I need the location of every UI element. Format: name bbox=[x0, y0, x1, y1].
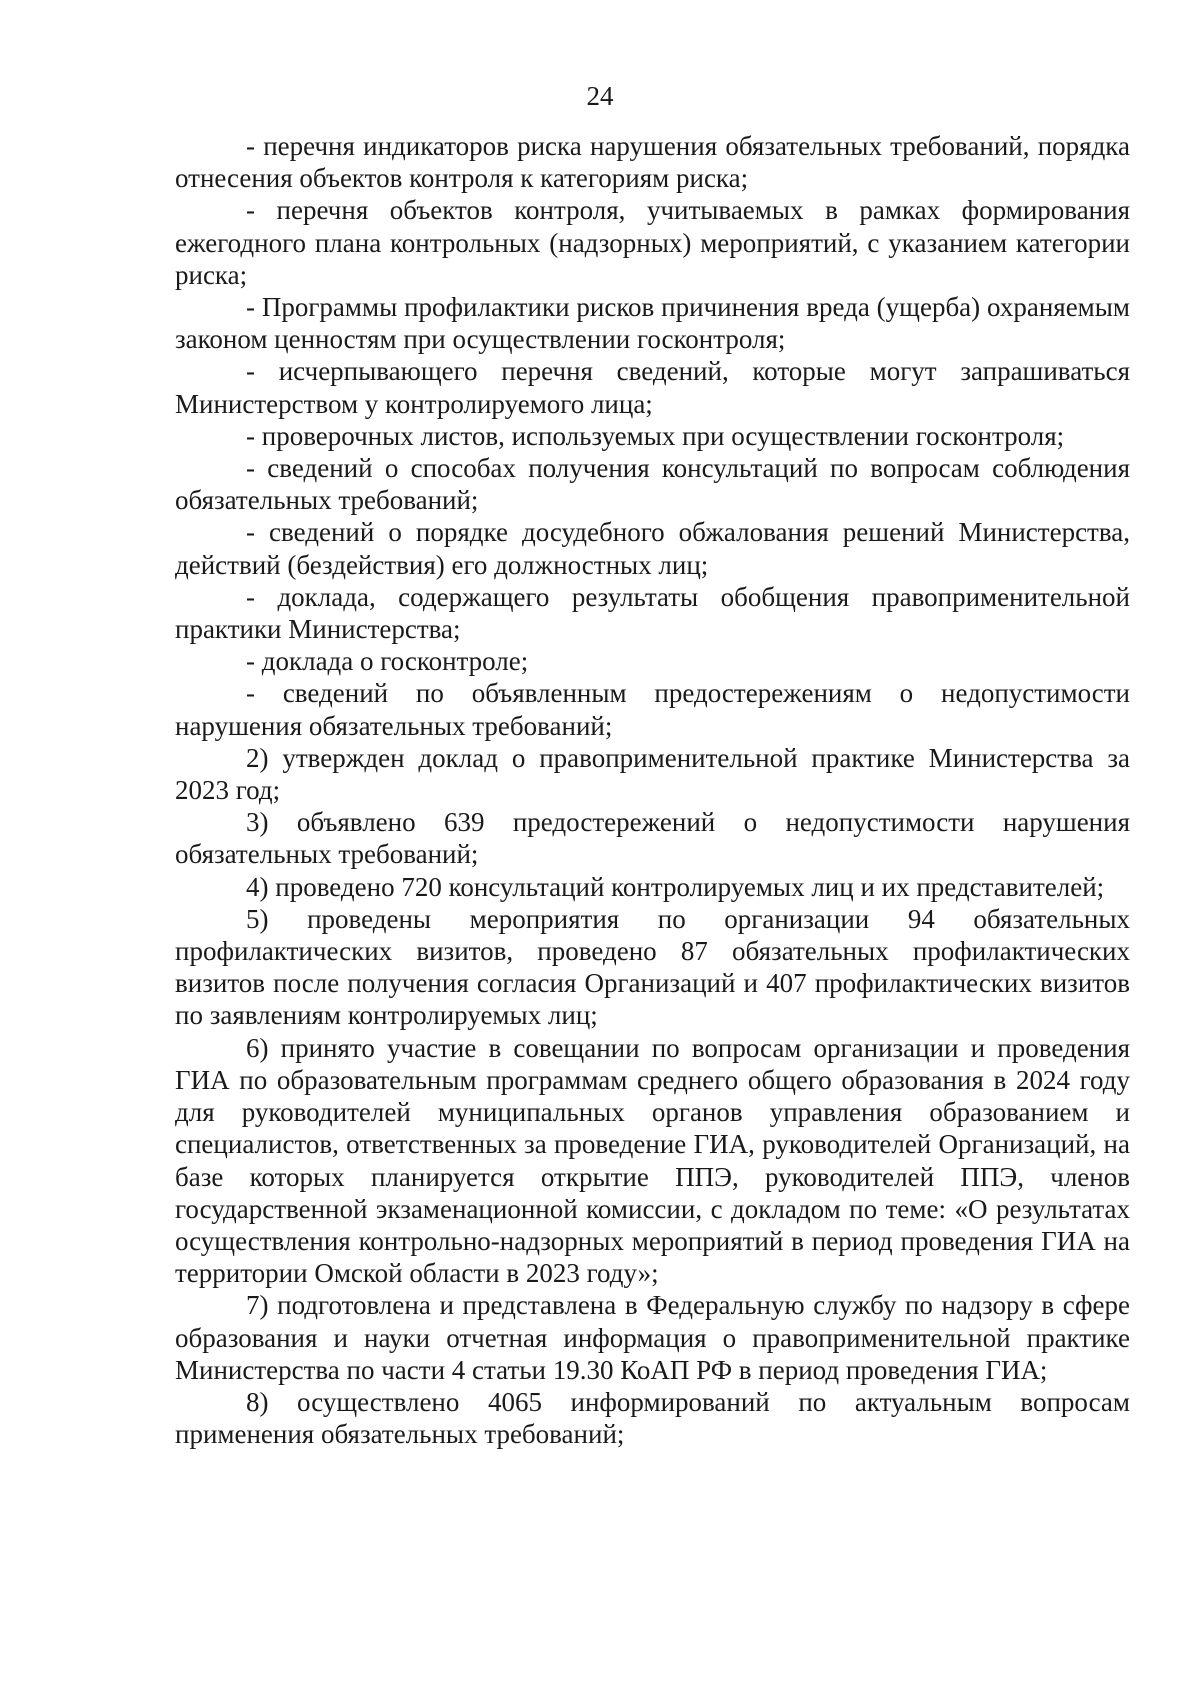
list-item: 7) подготовлена и представлена в Федеральную службу по надзору в сфере образования и науки отчетная информация о правоприменительной практике Министерства по части 4 статьи 19.30 КоАП РФ в период проведения ГИА; bbox=[175, 1290, 1130, 1385]
page-number: 24 bbox=[586, 81, 614, 111]
list-item: 4) проведено 720 консультаций контролируемых лиц и их представителей; bbox=[246, 871, 1105, 902]
paragraph: - перечня объектов контроля, учитываемых в рамках формирования ежегодного плана контрольных (надзорных) мероприятий, с указанием категории риска; bbox=[175, 195, 1130, 290]
paragraph: - сведений по объявленным предостережениям о недопустимости нарушения обязательных требований; bbox=[175, 678, 1130, 741]
paragraph: - перечня индикаторов риска нарушения обязательных требований, порядка отнесения объектов контроля к категориям риска; bbox=[175, 131, 1130, 194]
paragraph: - проверочных листов, используемых при осуществлении госконтроля; bbox=[246, 420, 1065, 451]
paragraph: - исчерпывающего перечня сведений, которые могут запрашиваться Министерством у контролируемого лица; bbox=[175, 356, 1130, 419]
list-item: 2) утвержден доклад о правоприменительной практике Министерства за 2023 год; bbox=[175, 742, 1130, 806]
paragraph: - сведений о порядке досудебного обжалования решений Министерства, действий (бездействия) его должностных лиц; bbox=[175, 517, 1130, 580]
list-item: 3) объявлено 639 предостережений о недопустимости нарушения обязательных требований; bbox=[175, 807, 1130, 870]
paragraph: - сведений о способах получения консультаций по вопросам соблюдения обязательных требований; bbox=[175, 453, 1130, 516]
paragraph: - доклада о госконтроле; bbox=[246, 646, 529, 677]
list-item: 6) принято участие в совещании по вопросам организации и проведения ГИА по образовательным программам среднего общего образования в 2024 году для руководителей муниципальных органов управления образованием и специалистов, ответственных за проведение ГИА, руководителей Организаций, на базе которых планируется открытие ППЭ, руководителей ППЭ, членов государственной экзаменационной комиссии, с докладом по теме: «О результатах осуществления контрольно-надзорных мероприятий в период проведения ГИА на территории Омской области в 2023 году»; bbox=[175, 1032, 1130, 1289]
paragraph: - доклада, содержащего результаты обобщения правоприменительной практики Министерства; bbox=[175, 581, 1130, 645]
list-item: 8) осуществлено 4065 информирований по актуальным вопросам применения обязательных требований; bbox=[175, 1386, 1130, 1450]
paragraph: - Программы профилактики рисков причинения вреда (ущерба) охраняемым законом ценностям при осуществлении госконтроля; bbox=[175, 292, 1130, 355]
document-body bbox=[175, 130, 1130, 1450]
list-item: 5) проведены мероприятия по организации 94 обязательных профилактических визитов, проведено 87 обязательных профилактических визитов после получения согласия Организаций и 407 профилактических визитов по заявлениям контролируемых лиц; bbox=[175, 903, 1130, 1031]
